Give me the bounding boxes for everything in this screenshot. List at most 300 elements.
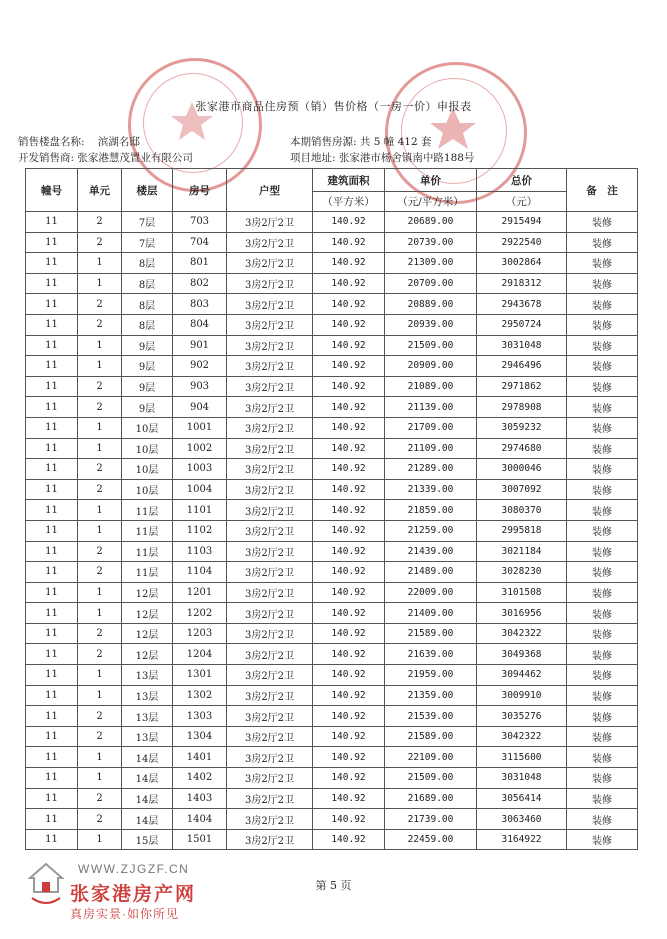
source-value: 共 5 幢 412 套 xyxy=(359,136,432,148)
header-unit: 单元 xyxy=(78,169,122,212)
cell-unit: 1 xyxy=(78,747,122,768)
cell-total: 3049368 xyxy=(477,644,567,665)
cell-price: 20939.00 xyxy=(385,314,477,335)
watermark-site-name: 张家港房产网 xyxy=(70,884,197,905)
cell-total: 2971862 xyxy=(477,376,567,397)
cell-price: 21639.00 xyxy=(385,644,477,665)
cell-note: 装修 xyxy=(567,459,638,480)
cell-note: 装修 xyxy=(567,623,638,644)
cell-layout: 3房2厅2卫 xyxy=(227,459,313,480)
cell-floor: 14层 xyxy=(122,768,173,789)
cell-total: 2946496 xyxy=(477,356,567,377)
cell-note: 装修 xyxy=(567,294,638,315)
table-row xyxy=(26,706,638,727)
cell-note: 装修 xyxy=(567,212,638,233)
cell-floor: 9层 xyxy=(122,335,173,356)
cell-floor: 12层 xyxy=(122,603,173,624)
cell-building: 11 xyxy=(26,417,78,438)
cell-building: 11 xyxy=(26,623,78,644)
cell-floor: 14层 xyxy=(122,788,173,809)
cell-layout: 3房2厅2卫 xyxy=(227,829,313,850)
cell-floor: 14层 xyxy=(122,747,173,768)
cell-total: 2950724 xyxy=(477,314,567,335)
table-row xyxy=(26,294,638,315)
cell-layout: 3房2厅2卫 xyxy=(227,685,313,706)
table-row xyxy=(26,768,638,789)
cell-area: 140.92 xyxy=(313,294,385,315)
cell-price: 21359.00 xyxy=(385,685,477,706)
cell-building: 11 xyxy=(26,706,78,727)
cell-area: 140.92 xyxy=(313,520,385,541)
cell-building: 11 xyxy=(26,520,78,541)
table-row xyxy=(26,335,638,356)
project-name: 滨湖名邸 xyxy=(97,136,140,148)
cell-unit: 2 xyxy=(78,541,122,562)
cell-total: 2943678 xyxy=(477,294,567,315)
cell-building: 11 xyxy=(26,212,78,233)
cell-total: 3002864 xyxy=(477,253,567,274)
cell-note: 装修 xyxy=(567,520,638,541)
cell-unit: 1 xyxy=(78,356,122,377)
cell-room: 801 xyxy=(173,253,227,274)
cell-room: 1104 xyxy=(173,562,227,583)
cell-total: 3000046 xyxy=(477,459,567,480)
cell-room: 804 xyxy=(173,314,227,335)
cell-price: 21509.00 xyxy=(385,335,477,356)
cell-floor: 13层 xyxy=(122,726,173,747)
table-row xyxy=(26,212,638,233)
cell-layout: 3房2厅2卫 xyxy=(227,314,313,335)
cell-layout: 3房2厅2卫 xyxy=(227,479,313,500)
cell-room: 1103 xyxy=(173,541,227,562)
cell-floor: 9层 xyxy=(122,376,173,397)
cell-room: 1102 xyxy=(173,520,227,541)
cell-total: 2915494 xyxy=(477,212,567,233)
cell-note: 装修 xyxy=(567,541,638,562)
cell-layout: 3房2厅2卫 xyxy=(227,212,313,233)
cell-area: 140.92 xyxy=(313,829,385,850)
cell-layout: 3房2厅2卫 xyxy=(227,768,313,789)
cell-area: 140.92 xyxy=(313,747,385,768)
cell-total: 3016956 xyxy=(477,603,567,624)
cell-layout: 3房2厅2卫 xyxy=(227,623,313,644)
cell-floor: 12层 xyxy=(122,582,173,603)
cell-room: 1302 xyxy=(173,685,227,706)
cell-note: 装修 xyxy=(567,768,638,789)
table-row xyxy=(26,459,638,480)
cell-room: 1004 xyxy=(173,479,227,500)
cell-room: 1101 xyxy=(173,500,227,521)
table-row xyxy=(26,356,638,377)
cell-room: 901 xyxy=(173,335,227,356)
cell-total: 2922540 xyxy=(477,232,567,253)
cell-floor: 12层 xyxy=(122,623,173,644)
table-row xyxy=(26,520,638,541)
cell-area: 140.92 xyxy=(313,623,385,644)
cell-note: 装修 xyxy=(567,603,638,624)
cell-room: 1002 xyxy=(173,438,227,459)
cell-floor: 7层 xyxy=(122,232,173,253)
table-header-row xyxy=(26,169,638,192)
table-row xyxy=(26,623,638,644)
header-floor: 楼层 xyxy=(122,169,173,212)
sales-source-line xyxy=(290,134,431,149)
cell-building: 11 xyxy=(26,232,78,253)
header-building: 幢号 xyxy=(26,169,78,212)
cell-total: 2995818 xyxy=(477,520,567,541)
cell-area: 140.92 xyxy=(313,562,385,583)
table-row xyxy=(26,829,638,850)
cell-building: 11 xyxy=(26,397,78,418)
watermark-url: WWW.ZJGZF.CN xyxy=(78,862,190,876)
developer-label: 开发销售商: xyxy=(18,152,75,164)
cell-unit: 2 xyxy=(78,232,122,253)
cell-total: 2974680 xyxy=(477,438,567,459)
cell-area: 140.92 xyxy=(313,314,385,335)
cell-total: 2918312 xyxy=(477,273,567,294)
cell-note: 装修 xyxy=(567,273,638,294)
cell-note: 装修 xyxy=(567,335,638,356)
cell-note: 装修 xyxy=(567,582,638,603)
cell-unit: 2 xyxy=(78,644,122,665)
developer-name: 张家港慧茂置业有限公司 xyxy=(77,152,193,164)
cell-floor: 11层 xyxy=(122,541,173,562)
cell-building: 11 xyxy=(26,562,78,583)
cell-building: 11 xyxy=(26,582,78,603)
cell-room: 803 xyxy=(173,294,227,315)
cell-note: 装修 xyxy=(567,665,638,686)
header-price-unit: （元/平方米） xyxy=(385,192,477,212)
table-row xyxy=(26,273,638,294)
cell-unit: 2 xyxy=(78,376,122,397)
cell-note: 装修 xyxy=(567,829,638,850)
cell-area: 140.92 xyxy=(313,726,385,747)
cell-price: 20889.00 xyxy=(385,294,477,315)
cell-floor: 12层 xyxy=(122,644,173,665)
cell-room: 1202 xyxy=(173,603,227,624)
header-note: 备 注 xyxy=(567,169,638,212)
cell-total: 3042322 xyxy=(477,623,567,644)
cell-price: 21339.00 xyxy=(385,479,477,500)
cell-unit: 1 xyxy=(78,768,122,789)
project-name-line xyxy=(18,134,140,149)
cell-layout: 3房2厅2卫 xyxy=(227,644,313,665)
cell-unit: 1 xyxy=(78,829,122,850)
cell-price: 21309.00 xyxy=(385,253,477,274)
cell-price: 20689.00 xyxy=(385,212,477,233)
cell-layout: 3房2厅2卫 xyxy=(227,706,313,727)
cell-unit: 2 xyxy=(78,294,122,315)
cell-floor: 11层 xyxy=(122,500,173,521)
cell-price: 22009.00 xyxy=(385,582,477,603)
cell-building: 11 xyxy=(26,294,78,315)
cell-floor: 10层 xyxy=(122,417,173,438)
cell-price: 21589.00 xyxy=(385,623,477,644)
cell-price: 21259.00 xyxy=(385,520,477,541)
cell-price: 21959.00 xyxy=(385,665,477,686)
cell-area: 140.92 xyxy=(313,232,385,253)
cell-layout: 3房2厅2卫 xyxy=(227,726,313,747)
table-row xyxy=(26,232,638,253)
table-row xyxy=(26,314,638,335)
cell-room: 904 xyxy=(173,397,227,418)
cell-floor: 10层 xyxy=(122,459,173,480)
header-total: 总价 xyxy=(477,169,567,192)
cell-area: 140.92 xyxy=(313,603,385,624)
cell-total: 3007092 xyxy=(477,479,567,500)
cell-layout: 3房2厅2卫 xyxy=(227,500,313,521)
cell-price: 21109.00 xyxy=(385,438,477,459)
cell-room: 903 xyxy=(173,376,227,397)
cell-note: 装修 xyxy=(567,562,638,583)
source-label: 本期销售房源: xyxy=(290,136,357,148)
cell-area: 140.92 xyxy=(313,809,385,830)
cell-room: 1203 xyxy=(173,623,227,644)
header-area: 建筑面积 xyxy=(313,169,385,192)
cell-note: 装修 xyxy=(567,500,638,521)
cell-total: 3080370 xyxy=(477,500,567,521)
cell-floor: 8层 xyxy=(122,314,173,335)
cell-room: 902 xyxy=(173,356,227,377)
cell-total: 3164922 xyxy=(477,829,567,850)
cell-floor: 10层 xyxy=(122,479,173,500)
cell-room: 1401 xyxy=(173,747,227,768)
cell-area: 140.92 xyxy=(313,706,385,727)
cell-unit: 2 xyxy=(78,726,122,747)
cell-price: 20709.00 xyxy=(385,273,477,294)
table-row xyxy=(26,479,638,500)
cell-price: 21289.00 xyxy=(385,459,477,480)
cell-layout: 3房2厅2卫 xyxy=(227,603,313,624)
cell-price: 20739.00 xyxy=(385,232,477,253)
cell-area: 140.92 xyxy=(313,788,385,809)
page-number: 第 5 页 xyxy=(315,879,352,892)
cell-note: 装修 xyxy=(567,726,638,747)
cell-building: 11 xyxy=(26,726,78,747)
cell-area: 140.92 xyxy=(313,459,385,480)
cell-room: 1501 xyxy=(173,829,227,850)
cell-area: 140.92 xyxy=(313,212,385,233)
cell-note: 装修 xyxy=(567,788,638,809)
cell-building: 11 xyxy=(26,768,78,789)
cell-unit: 1 xyxy=(78,500,122,521)
price-table xyxy=(25,168,638,850)
cell-unit: 2 xyxy=(78,212,122,233)
cell-layout: 3房2厅2卫 xyxy=(227,438,313,459)
cell-floor: 11层 xyxy=(122,520,173,541)
cell-total: 3063460 xyxy=(477,809,567,830)
table-row xyxy=(26,726,638,747)
cell-price: 21739.00 xyxy=(385,809,477,830)
cell-price: 22109.00 xyxy=(385,747,477,768)
cell-unit: 1 xyxy=(78,273,122,294)
cell-note: 装修 xyxy=(567,438,638,459)
cell-building: 11 xyxy=(26,603,78,624)
cell-layout: 3房2厅2卫 xyxy=(227,809,313,830)
cell-total: 3031048 xyxy=(477,335,567,356)
cell-unit: 2 xyxy=(78,314,122,335)
cell-note: 装修 xyxy=(567,232,638,253)
cell-room: 1403 xyxy=(173,788,227,809)
cell-unit: 2 xyxy=(78,459,122,480)
cell-price: 21709.00 xyxy=(385,417,477,438)
cell-floor: 10层 xyxy=(122,438,173,459)
cell-total: 3009910 xyxy=(477,685,567,706)
cell-note: 装修 xyxy=(567,397,638,418)
cell-area: 140.92 xyxy=(313,438,385,459)
cell-building: 11 xyxy=(26,356,78,377)
cell-total: 3056414 xyxy=(477,788,567,809)
cell-note: 装修 xyxy=(567,314,638,335)
table-row xyxy=(26,582,638,603)
cell-unit: 2 xyxy=(78,562,122,583)
cell-note: 装修 xyxy=(567,417,638,438)
cell-floor: 7层 xyxy=(122,212,173,233)
cell-unit: 1 xyxy=(78,582,122,603)
cell-room: 703 xyxy=(173,212,227,233)
cell-unit: 1 xyxy=(78,417,122,438)
cell-room: 1304 xyxy=(173,726,227,747)
cell-building: 11 xyxy=(26,665,78,686)
cell-total: 3021184 xyxy=(477,541,567,562)
cell-layout: 3房2厅2卫 xyxy=(227,253,313,274)
cell-layout: 3房2厅2卫 xyxy=(227,397,313,418)
cell-room: 1201 xyxy=(173,582,227,603)
cell-area: 140.92 xyxy=(313,417,385,438)
table-row xyxy=(26,562,638,583)
header-room: 房号 xyxy=(173,169,227,212)
cell-layout: 3房2厅2卫 xyxy=(227,294,313,315)
address-value: 张家港市杨舍镇南中路188号 xyxy=(338,152,475,164)
table-row xyxy=(26,417,638,438)
cell-note: 装修 xyxy=(567,253,638,274)
cell-unit: 2 xyxy=(78,623,122,644)
cell-layout: 3房2厅2卫 xyxy=(227,747,313,768)
cell-layout: 3房2厅2卫 xyxy=(227,232,313,253)
cell-building: 11 xyxy=(26,644,78,665)
table-row xyxy=(26,500,638,521)
table-row xyxy=(26,541,638,562)
cell-price: 21089.00 xyxy=(385,376,477,397)
cell-area: 140.92 xyxy=(313,376,385,397)
cell-layout: 3房2厅2卫 xyxy=(227,541,313,562)
cell-building: 11 xyxy=(26,500,78,521)
cell-building: 11 xyxy=(26,335,78,356)
cell-total: 3115600 xyxy=(477,747,567,768)
cell-building: 11 xyxy=(26,788,78,809)
company-seal-star-icon xyxy=(128,58,256,186)
cell-area: 140.92 xyxy=(313,253,385,274)
cell-room: 1001 xyxy=(173,417,227,438)
cell-building: 11 xyxy=(26,438,78,459)
cell-note: 装修 xyxy=(567,747,638,768)
cell-floor: 9层 xyxy=(122,356,173,377)
cell-total: 3101508 xyxy=(477,582,567,603)
header-price: 单价 xyxy=(385,169,477,192)
cell-layout: 3房2厅2卫 xyxy=(227,562,313,583)
cell-price: 21139.00 xyxy=(385,397,477,418)
document-title: 张家港市商品住房预（销）售价格（一房一价）申报表 xyxy=(195,100,472,113)
cell-room: 802 xyxy=(173,273,227,294)
cell-area: 140.92 xyxy=(313,397,385,418)
cell-note: 装修 xyxy=(567,644,638,665)
cell-building: 11 xyxy=(26,253,78,274)
table-row xyxy=(26,665,638,686)
cell-note: 装修 xyxy=(567,376,638,397)
cell-floor: 8层 xyxy=(122,253,173,274)
cell-layout: 3房2厅2卫 xyxy=(227,417,313,438)
cell-building: 11 xyxy=(26,685,78,706)
cell-unit: 1 xyxy=(78,665,122,686)
cell-price: 21689.00 xyxy=(385,788,477,809)
cell-floor: 13层 xyxy=(122,706,173,727)
table-row xyxy=(26,685,638,706)
cell-note: 装修 xyxy=(567,479,638,500)
cell-unit: 2 xyxy=(78,706,122,727)
cell-total: 3042322 xyxy=(477,726,567,747)
cell-room: 1003 xyxy=(173,459,227,480)
cell-price: 21439.00 xyxy=(385,541,477,562)
cell-floor: 13层 xyxy=(122,685,173,706)
header-layout: 户型 xyxy=(227,169,313,212)
cell-total: 3031048 xyxy=(477,768,567,789)
table-row xyxy=(26,397,638,418)
cell-unit: 2 xyxy=(78,809,122,830)
cell-area: 140.92 xyxy=(313,356,385,377)
cell-price: 21409.00 xyxy=(385,603,477,624)
cell-unit: 1 xyxy=(78,603,122,624)
cell-building: 11 xyxy=(26,479,78,500)
cell-unit: 2 xyxy=(78,788,122,809)
cell-unit: 2 xyxy=(78,397,122,418)
cell-total: 3028230 xyxy=(477,562,567,583)
cell-unit: 1 xyxy=(78,253,122,274)
cell-price: 21509.00 xyxy=(385,768,477,789)
address-line xyxy=(290,150,474,165)
cell-note: 装修 xyxy=(567,706,638,727)
cell-note: 装修 xyxy=(567,809,638,830)
cell-floor: 8层 xyxy=(122,294,173,315)
cell-layout: 3房2厅2卫 xyxy=(227,788,313,809)
header-total-unit: （元） xyxy=(477,192,567,212)
project-label: 销售楼盘名称: xyxy=(18,136,85,148)
table-row xyxy=(26,438,638,459)
table-row xyxy=(26,376,638,397)
cell-layout: 3房2厅2卫 xyxy=(227,273,313,294)
cell-price: 21539.00 xyxy=(385,706,477,727)
cell-room: 1303 xyxy=(173,706,227,727)
cell-unit: 1 xyxy=(78,438,122,459)
cell-layout: 3房2厅2卫 xyxy=(227,665,313,686)
cell-room: 1301 xyxy=(173,665,227,686)
cell-building: 11 xyxy=(26,541,78,562)
cell-room: 1204 xyxy=(173,644,227,665)
cell-price: 22459.00 xyxy=(385,829,477,850)
cell-total: 3035276 xyxy=(477,706,567,727)
developer-line xyxy=(18,150,193,165)
cell-room: 1404 xyxy=(173,809,227,830)
cell-floor: 11层 xyxy=(122,562,173,583)
cell-note: 装修 xyxy=(567,685,638,706)
cell-area: 140.92 xyxy=(313,665,385,686)
cell-unit: 1 xyxy=(78,685,122,706)
cell-building: 11 xyxy=(26,314,78,335)
table-row xyxy=(26,253,638,274)
cell-floor: 13层 xyxy=(122,665,173,686)
cell-area: 140.92 xyxy=(313,500,385,521)
cell-price: 21859.00 xyxy=(385,500,477,521)
cell-layout: 3房2厅2卫 xyxy=(227,582,313,603)
